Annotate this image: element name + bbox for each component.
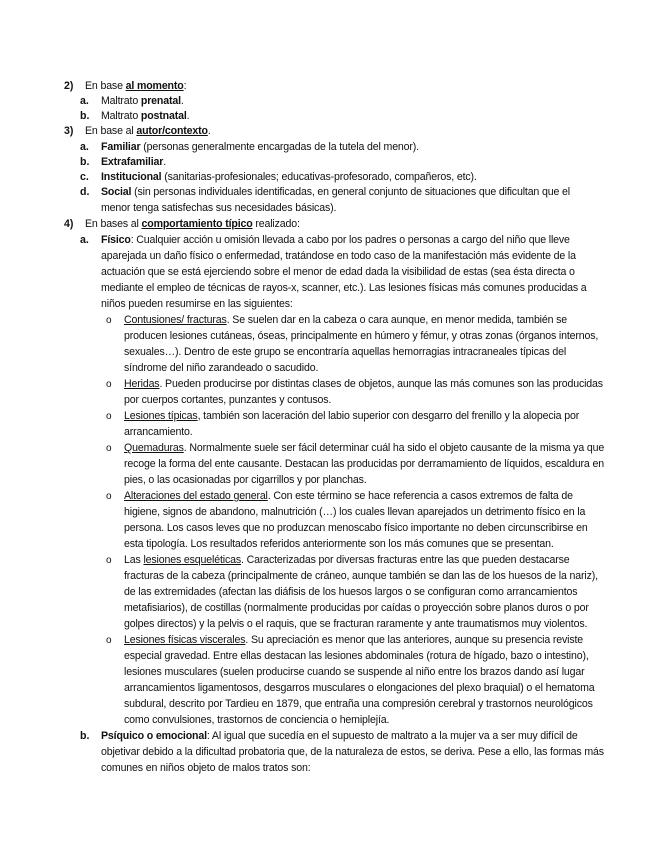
item-2-key: al momento [125, 80, 184, 92]
item-4a-line-1 [101, 234, 570, 247]
bullet-5-line-2: higiene, signos de abandono, malnutrición (…) los cuales llevan aparejados un detrimento físico en la [124, 506, 586, 518]
bullet-5-key: Alteraciones del estado general [124, 490, 268, 502]
item-3-line [85, 125, 211, 138]
bullet-marker: o [106, 491, 112, 502]
item-3d-key: Social [101, 186, 132, 198]
item-3b-text: . [163, 156, 167, 168]
bullet-6-line-4: metafisiarios), de costillas (normalmente producidas por caídas o proyección sobre planos duros o por [124, 602, 589, 614]
bullet-6-line-2: fracturas de la cabeza (principalmente de cráneo, aunque también se dan las de los huesos de la nariz), [124, 570, 598, 582]
item-2b-pre: Maltrato [101, 110, 141, 122]
bullet-2-key: Heridas [124, 378, 160, 390]
item-4a-letter: a. [80, 234, 89, 246]
item-3b-line [101, 156, 166, 169]
item-4b-line-3: comunes en niños objeto de malos tratos son: [101, 762, 311, 774]
item-4-line [85, 218, 300, 231]
bullet-1-text-1: . Se suelen dar en la cabeza o cara aunque, en menor medida, también se [226, 314, 568, 326]
bullet-3-text-1: , también son laceración del labio superior con desgarro del frenillo y la alopecia por [197, 410, 580, 422]
item-3a-key: Familiar [101, 141, 141, 153]
bullet-1-line-3: sexuales…). Dentro de este grupo se encontraría aquellas hemorragias intracraneales típicas del [124, 346, 567, 358]
bullet-6-line-3: de las extremidades (afectan las diáfisis de los huesos largos o se configuran como arrancamientos [124, 586, 578, 598]
bullet-7-line-3: lesiones musculares (suelen producirse cuando se suspende al niño entre los brazos dando así lugar [124, 666, 585, 678]
bullet-marker: o [106, 443, 112, 454]
item-4-number: 4) [64, 218, 74, 230]
item-2a-line [101, 95, 184, 108]
item-2b-line [101, 110, 189, 123]
item-4a-line-3: actuación que se está ejerciendo sobre el menor de edad dada la visibilidad de estas (sea ésta directa o [101, 266, 575, 278]
bullet-marker: o [106, 635, 112, 646]
item-2b-post: . [186, 110, 190, 122]
item-3-pre: En base al [85, 125, 137, 137]
item-2a-pre: Maltrato [101, 95, 141, 107]
item-2-post: : [183, 80, 187, 92]
bullet-4-text-1: . Normalmente suele ser fácil determinar cuál ha sido el objeto causante de la misma ya que [183, 442, 605, 454]
bullet-marker: o [106, 555, 112, 566]
item-4b-text-1: : Al igual que sucedía en el supuesto de maltrato a la mujer va a ser muy difícil de [206, 730, 578, 742]
bullet-2-line-2: por cuerpos cortantes, punzantes y contusos. [124, 394, 332, 406]
bullet-1-key: Contusiones/ fracturas [124, 314, 227, 326]
bullet-1-line-1 [124, 314, 567, 327]
bullet-6-line-1 [124, 554, 570, 567]
bullet-4-line-3: pies, o las ocasionadas por cigarrillos y por planchas. [124, 474, 367, 486]
bullet-3-line-1 [124, 410, 579, 423]
item-3d-text-1: (sin personas individuales identificadas, en general conjunto de situaciones que dificultan que el [131, 186, 570, 198]
bullet-6-pre: Las [124, 554, 144, 566]
bullet-marker: o [106, 411, 112, 422]
item-3d-line-1 [101, 186, 570, 199]
item-3-key: autor/contexto [136, 125, 208, 137]
item-4a-line-2: aparejada un daño físico o enfermedad, tratándose en todo caso de la manifestación más evidente de la [101, 250, 576, 262]
item-2-pre: En base [85, 80, 126, 92]
bullet-4-line-2: recoge la forma del ente causante. Destacan las producidas por derramamiento de líquidos, escaldura en [124, 458, 604, 470]
item-4b-line-1 [101, 730, 578, 743]
bullet-7-line-5: subdural, descrito por Tardieu en 1879, que entraña una compresión cerebral y trastornos neurológicos [124, 698, 593, 710]
bullet-4-line-1 [124, 442, 604, 455]
bullet-marker: o [106, 379, 112, 390]
item-2a-post: . [180, 95, 184, 107]
bullet-7-text-1: . Su apreciación es menor que las anteriores, aunque su presencia reviste [245, 634, 584, 646]
bullet-1-line-2: producen lesiones cutáneas, óseas, principalmente en húmero y fémur, y otras zonas (órganos internos, [124, 330, 599, 342]
item-4a-key: Físico [101, 234, 131, 246]
item-3a-letter: a. [80, 141, 89, 153]
bullet-6-text-1: . Caracterizadas por diversas fracturas entre las que pueden destacarse [241, 554, 570, 566]
item-4a-line-5: niños pueden resumirse en las siguientes: [101, 298, 293, 310]
item-3a-line [101, 141, 419, 154]
bullet-7-line-6: como convulsiones, trastornos de conciencia o hemiplejía. [124, 714, 390, 726]
bullet-1-line-4: síndrome del niño zarandeado o sacudido. [124, 362, 319, 374]
bullet-marker: o [106, 315, 112, 326]
item-3c-text: (sanitarias-profesionales; educativas-profesorado, compañeros, etc). [161, 171, 477, 183]
bullet-5-line-1 [124, 490, 573, 503]
item-4-post: realizado: [252, 218, 300, 230]
bullet-5-line-4: esta tipología. Los resultados referidos anteriormente son los más comunes que se presentan. [124, 538, 554, 550]
item-3b-letter: b. [80, 156, 90, 168]
bullet-2-text-1: . Pueden producirse por distintas clases de objetos, aunque las más comunes son las producidas [159, 378, 603, 390]
item-2-number: 2) [64, 80, 74, 92]
item-4-pre: En bases al [85, 218, 142, 230]
item-3c-line [101, 171, 477, 184]
item-3c-key: Institucional [101, 171, 162, 183]
bullet-5-text-1: . Con este término se hace referencia a casos extremos de falta de [267, 490, 573, 502]
bullet-7-line-4: arrancamientos ligamentosos, desgarros musculares o elongaciones del plexo braquial) o el hematoma [124, 682, 595, 694]
item-3d-line-2: menor tenga satisfechas sus necesidades básicas). [101, 202, 337, 214]
item-4b-letter: b. [80, 730, 90, 742]
bullet-5-line-3: persona. Los casos leves que no produzcan menoscabo físico importante no deben circunscribirse en [124, 522, 588, 534]
item-4b-key: Psíquico o emocional [101, 730, 207, 742]
item-4a-text-1: : Cualquier acción u omisión llevada a cabo por los padres o personas a cargo del niño que lleve [130, 234, 570, 246]
item-3d-letter: d. [80, 186, 90, 198]
item-3-post: . [207, 125, 211, 137]
bullet-2-line-1 [124, 378, 603, 391]
item-3c-letter: c. [80, 171, 89, 183]
item-2b-letter: b. [80, 110, 90, 122]
item-4b-line-2: objetivar debido a la dificultad probatoria que, de la naturaleza de estos, se deriva. Pese a ello, las formas más [101, 746, 604, 758]
bullet-4-key: Quemaduras [124, 442, 184, 454]
item-2-line [85, 80, 186, 93]
bullet-3-line-2: arrancamiento. [124, 426, 193, 438]
item-2b-key: postnatal [140, 110, 187, 122]
item-2a-letter: a. [80, 95, 89, 107]
item-4-key: comportamiento típico [141, 218, 253, 230]
bullet-6-line-5: golpes directos) y la pelvis o el raquis, que se fracturan raramente y ante traumatismos muy violentos. [124, 618, 588, 630]
bullet-3-key: Lesiones típicas [124, 410, 198, 422]
item-3a-text: (personas generalmente encargadas de la tutela del menor). [140, 141, 419, 153]
item-3-number: 3) [64, 125, 74, 137]
item-3b-key: Extrafamiliar [101, 156, 164, 168]
bullet-7-line-1 [124, 634, 583, 647]
item-2a-key: prenatal [140, 95, 181, 107]
bullet-6-key: lesiones esqueléticas [143, 554, 241, 566]
item-4a-line-4: mediante el empleo de técnicas de rayos-x, scanner, etc.). Las lesiones físicas más comunes producidas a [101, 282, 587, 294]
bullet-7-key: Lesiones físicas viscerales [124, 634, 246, 646]
bullet-7-line-2: especial gravedad. Entre ellas destacan las lesiones abdominales (rotura de hígado, bazo o intestino), [124, 650, 589, 662]
